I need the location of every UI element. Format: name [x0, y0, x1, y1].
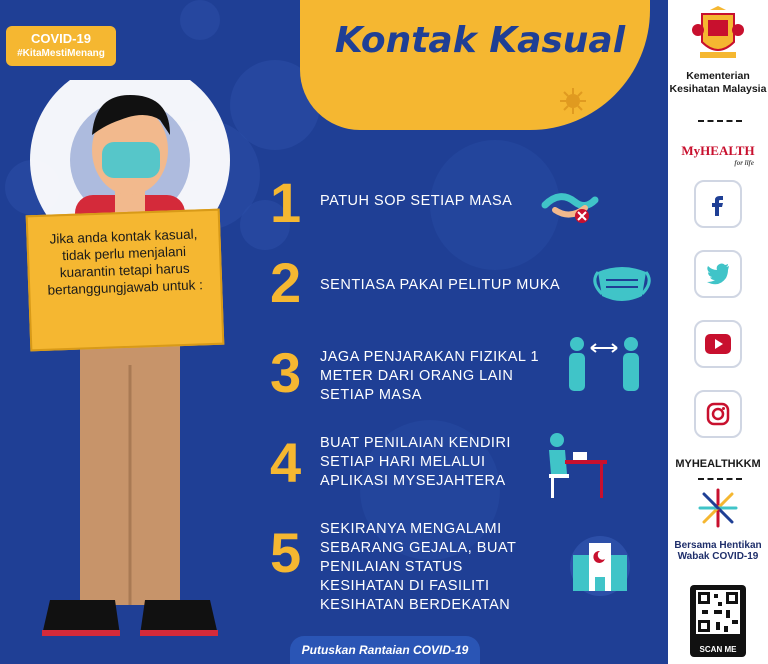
sidebar — [668, 0, 768, 664]
distancing-icon — [565, 334, 645, 394]
step-text: PATUH SOP SETIAP MASA — [320, 193, 513, 209]
coat-of-arms-icon — [692, 6, 744, 66]
hospital-icon — [565, 535, 635, 597]
virus-bg-icon — [180, 0, 220, 40]
myhealth-logo — [668, 143, 768, 167]
virus-icon — [558, 86, 588, 116]
campaign-burst-icon — [698, 488, 738, 528]
step-text: JAGA PENJARAKAN FIZIKAL 1 METER DARI ORANG LAIN SETIAP MASA — [320, 349, 540, 403]
qr-code-icon — [696, 590, 740, 634]
instagram-button[interactable] — [694, 390, 742, 438]
myhealth-brand: MyHEALTH — [681, 143, 755, 158]
divider — [698, 478, 742, 480]
step-number: 2 — [270, 251, 302, 314]
twitter-button[interactable] — [694, 250, 742, 298]
myhealth-tagline: for life — [734, 159, 754, 167]
facebook-icon — [706, 192, 730, 216]
facebook-button[interactable] — [694, 180, 742, 228]
campaign-text: Bersama Hentikan Wabak COVID-19 — [674, 540, 762, 562]
title-bubble — [300, 0, 650, 130]
info-sign — [26, 209, 225, 352]
step-number: 3 — [270, 341, 302, 404]
covid-badge — [6, 26, 116, 66]
qr-code[interactable] — [690, 585, 746, 657]
instagram-icon — [706, 402, 730, 426]
step-text: SEKIRANYA MENGALAMI SEBARANG GEJALA, BUAT PENILAIAN STATUS KESIHATAN DI FASILITI KESIHATAN BERDEKATAN — [320, 521, 517, 613]
step-text: SENTIASA PAKAI PELITUP MUKA — [320, 277, 561, 293]
sign-text: Jika anda kontak kasual, tidak perlu menjalani kuarantin tetapi harus bertanggungjawab untuk : — [47, 226, 204, 298]
social-handle: MYHEALTHKKM — [675, 458, 761, 470]
youtube-icon — [705, 334, 731, 354]
person-illustration — [20, 80, 250, 660]
step-text: BUAT PENILAIAN KENDIRI SETIAP HARI MELALUI APLIKASI MYSEJAHTERA — [320, 435, 511, 489]
step-number: 1 — [270, 171, 302, 234]
footer-slogan: Putuskan Rantaian COVID-19 — [290, 636, 480, 664]
divider — [698, 120, 742, 122]
youtube-button[interactable] — [694, 320, 742, 368]
qr-label: SCAN ME — [699, 645, 737, 654]
step-number: 4 — [270, 431, 302, 494]
ministry-name: Kementerian Kesihatan Malaysia — [669, 70, 767, 95]
badge-hashtag: #KitaMestiMenang — [17, 48, 105, 59]
page-title: Kontak Kasual — [334, 20, 626, 61]
step-number: 5 — [270, 521, 302, 584]
handshake-cross-icon — [540, 180, 600, 225]
badge-title: COVID-19 — [31, 31, 91, 46]
person-at-desk-icon — [545, 430, 610, 500]
face-mask-icon — [590, 262, 654, 306]
twitter-icon — [705, 263, 731, 285]
